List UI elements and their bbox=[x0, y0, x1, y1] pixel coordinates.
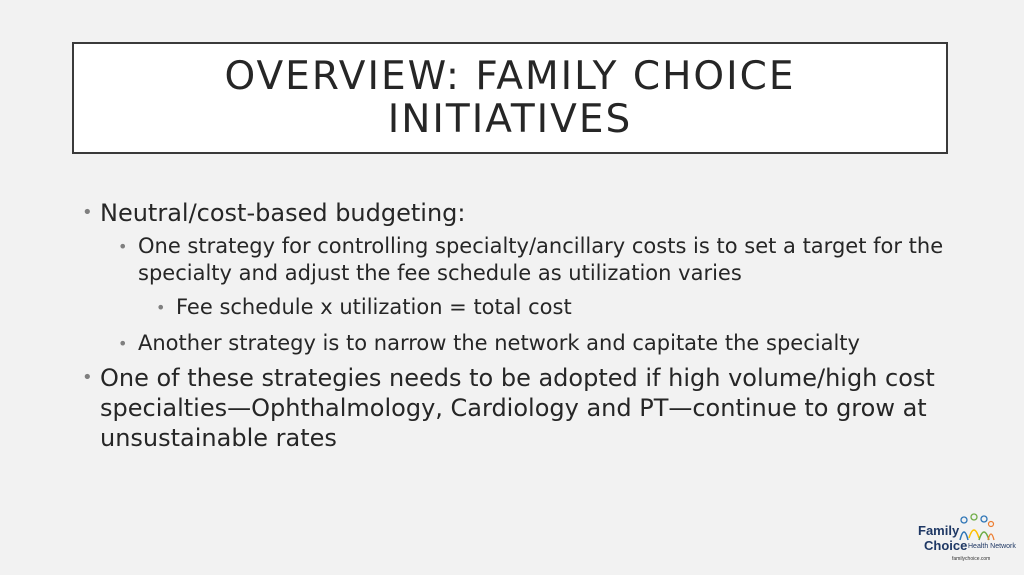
bullet-item bbox=[82, 363, 962, 453]
slide-title-line1: OVERVIEW: FAMILY CHOICE bbox=[224, 54, 796, 99]
slide-title-line2: INITIATIVES bbox=[387, 97, 633, 142]
bullet-text: Fee schedule x utilization = total cost bbox=[176, 295, 572, 319]
bullet-text: Neutral/cost-based budgeting: bbox=[100, 199, 466, 227]
logo-tagline: Health Network bbox=[968, 543, 1016, 550]
logo-word-choice: Choice bbox=[924, 538, 968, 553]
bullet-dot-icon: • bbox=[82, 367, 93, 388]
bullet-item bbox=[82, 294, 962, 321]
logo-url: familychoice.com bbox=[952, 556, 991, 562]
bullet-item bbox=[82, 330, 962, 357]
slide-title-box bbox=[72, 42, 948, 154]
bullet-dot-icon: • bbox=[156, 298, 166, 317]
bullet-dot-icon: • bbox=[118, 334, 128, 353]
bullet-text: One strategy for controlling specialty/ancillary costs is to set a target for the specialty and adjust the fee schedule as utilization varies bbox=[138, 234, 944, 285]
slide-title bbox=[224, 55, 795, 141]
family-choice-logo bbox=[914, 512, 1018, 570]
bullet-dot-icon: • bbox=[82, 202, 93, 223]
bullet-text: One of these strategies needs to be adopted if high volume/high cost specialties—Ophthalmology, Cardiology and PT—continue to grow at unsustainable rates bbox=[100, 364, 935, 452]
bullet-text: Another strategy is to narrow the network and capitate the specialty bbox=[138, 331, 860, 355]
bullet-item bbox=[82, 198, 962, 228]
bullet-list bbox=[82, 198, 962, 453]
bullet-item bbox=[82, 233, 962, 287]
logo-word-family: Family bbox=[918, 523, 960, 538]
bullet-dot-icon: • bbox=[118, 237, 128, 256]
